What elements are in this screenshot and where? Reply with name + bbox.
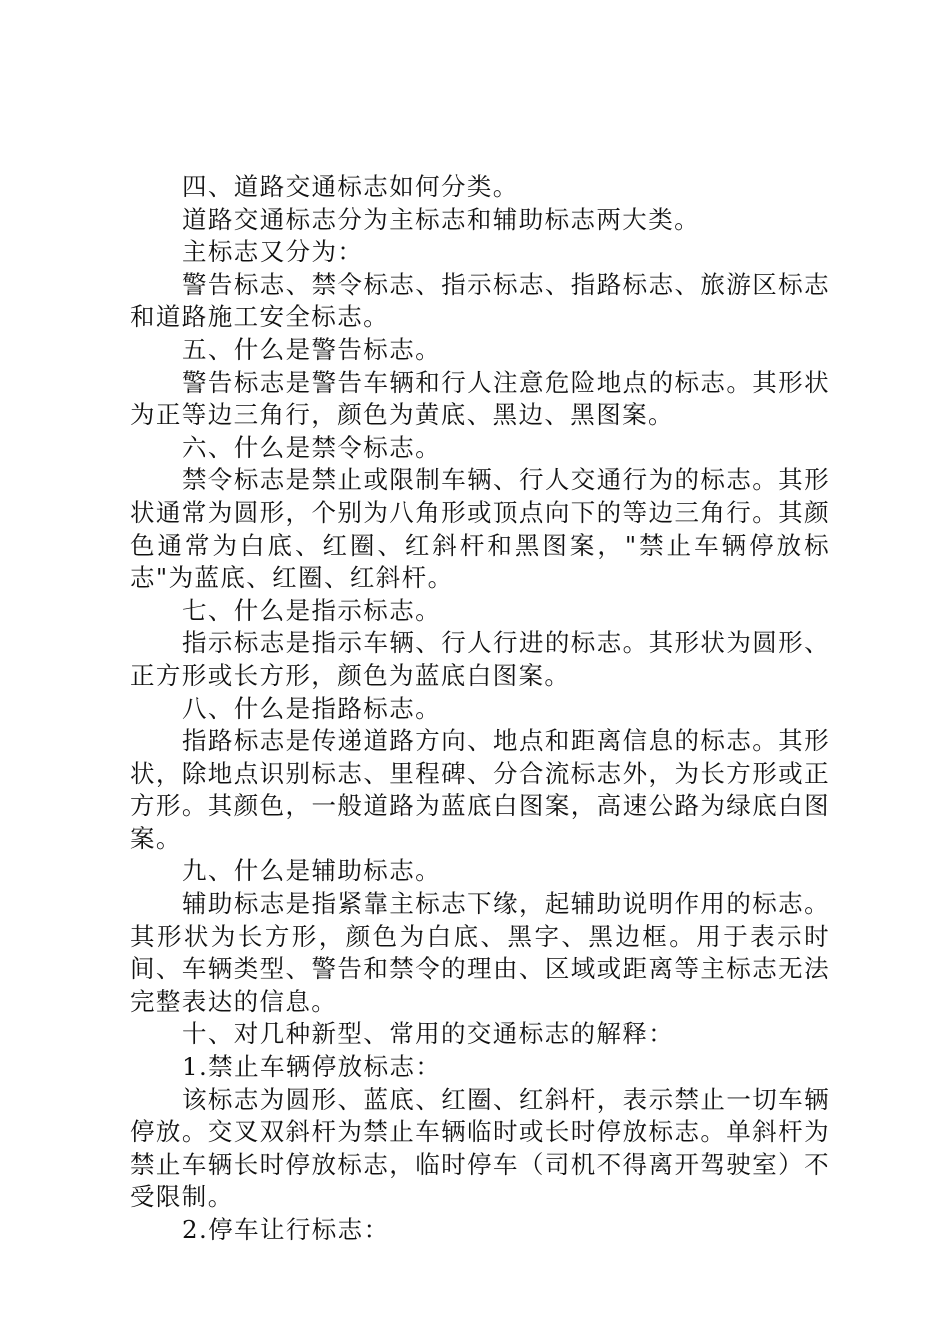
paragraph: 十、对几种新型、常用的交通标志的解释： [182,1019,675,1049]
paragraph: 主标志又分为： [182,237,364,267]
paragraph: 该标志为圆形、蓝底、红圈、红斜杆，表示禁止一切车辆停放。交叉双斜杆为禁止车辆临时或长时停放标志。单斜杆为禁止车辆长时停放标志，临时停车（司机不得离开驾驶室）不受限制。 [130,1084,830,1212]
paragraph: 指示标志是指示车辆、行人行进的标志。其形状为圆形、正方形或长方形，颜色为蓝底白图案。 [130,628,830,690]
paragraph: 警告标志是警告车辆和行人注意危险地点的标志。其形状为正等边三角行，颜色为黄底、黑边、黑图案。 [130,367,830,430]
paragraph: 八、什么是指路标志。 [182,693,441,723]
paragraph: 六、什么是禁令标志。 [182,432,441,462]
paragraph: 辅助标志是指紧靠主标志下缘，起辅助说明作用的标志。其形状为长方形，颜色为白底、黑字、黑边框。用于表示时间、车辆类型、警告和禁令的理由、区域或距离等主标志无法完整表达的信息。 [130,889,830,1016]
document-body [130,171,830,1247]
paragraph: 道路交通标志分为主标志和辅助标志两大类。 [182,204,700,234]
paragraph: 四、道路交通标志如何分类。 [182,172,519,201]
paragraph: 七、什么是指示标志。 [182,595,441,625]
paragraph: 指路标志是传递道路方向、地点和距离信息的标志。其形状，除地点识别标志、里程碑、分合流标志外，为长方形或正方形。其颜色，一般道路为蓝底白图案，高速公路为绿底白图案。 [130,726,830,853]
paragraph: 警告标志、禁令标志、指示标志、指路标志、旅游区标志和道路施工安全标志。 [130,269,830,332]
paragraph: 2.停车让行标志： [182,1215,390,1244]
paragraph: 五、什么是警告标志。 [182,334,441,364]
paragraph: 九、什么是辅助标志。 [182,856,441,886]
paragraph: 1.禁止车辆停放标志： [182,1052,442,1082]
paragraph: 禁令标志是禁止或限制车辆、行人交通行为的标志。其形状通常为圆形，个别为八角形或顶点向下的等边三角行。其颜色通常为白底、红圈、红斜杆和黑图案，"禁止车辆停放标志"为蓝底、红圈、红斜杆。 [130,465,830,593]
